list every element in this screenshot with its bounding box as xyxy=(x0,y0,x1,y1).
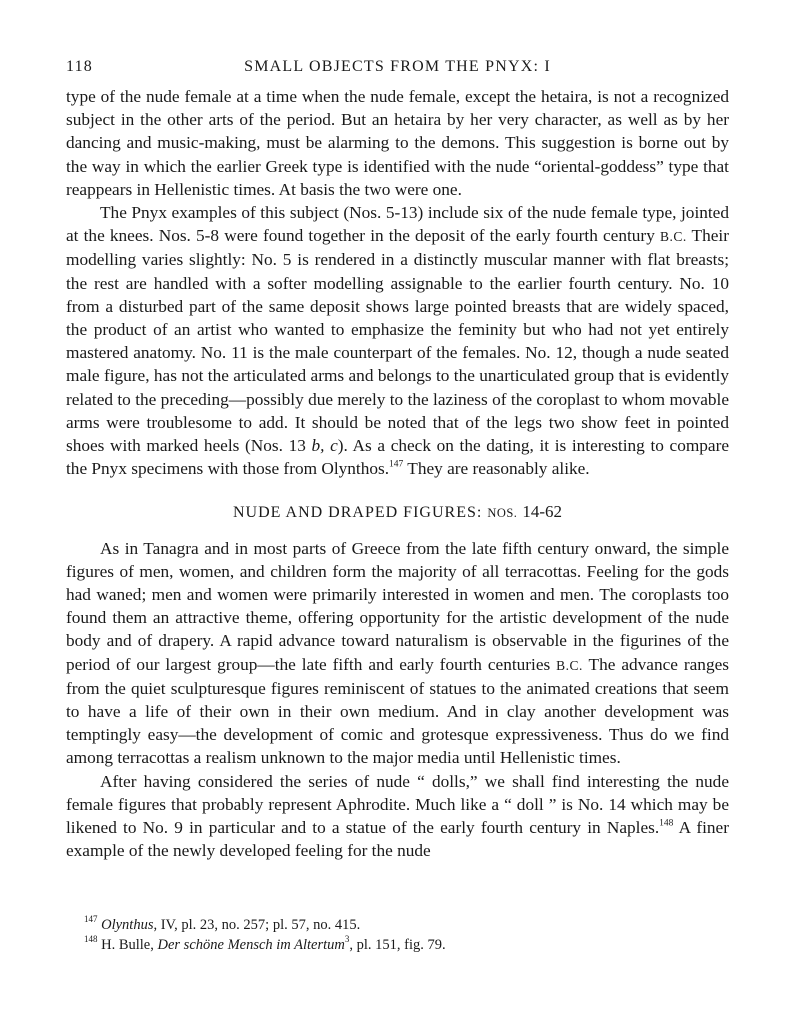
running-title: SMALL OBJECTS FROM THE PNYX: I xyxy=(244,58,551,75)
paragraph-2: The Pnyx examples of this subject (Nos. 5-13) include six of the nude female type, jointed at the knees. Nos. 5-8 were found together in the deposit of the early fourth century B.C. Their modelling varies slightly: No. 5 is rendered in a distinctly muscular manner with flat breasts; the rest are handled with a softer modelling assignable to the earlier fourth century. No. 10 from a disturbed part of the same deposit shows large pointed breasts that are widely spaced, the product of an artist who wanted to emphasize the feminity but who had not yet entirely mastered anatomy. No. 11 is the male counterpart of the females. No. 12, though a nude seated male figure, has not the articulated arms and belongs to the unarticulated group that is evidently related to the preceding—possibly due merely to the laziness of the coroplast to whom movable arms were troublesome to add. It should be noted that of the legs two show feet in pointed shoes with marked heels (Nos. 13 b, c). As a check on the dating, it is interesting to compare the Pnyx specimens with those from Olynthos.$^{147}$ They are reasonably alike. xyxy=(66,203,730,479)
era-abbrev: B.C. xyxy=(556,657,583,673)
footnote-ref-148: 148 xyxy=(659,818,674,829)
footnote-147: $^{147}$ Olynthus, IV, pl. 23, no. 257; pl. 57, no. 415. xyxy=(84,913,361,933)
paragraph-3: As in Tanagra and in most parts of Greece from the late fifth century onward, the simple figures of men, women, and children form the majority of all terracottas. Feeling for the gods had waned; men and women were primarily interested in women and men. The coroplasts too found them an attractive theme, offering opportunity for the artistic development of the nude body and of drapery. A rapid advance toward naturalism is observable in the figurines of the period of our largest group—the late fifth and early fourth centuries B.C. The advance ranges from the quiet sculpturesque figures reminiscent of statues to the animated creations that seem to have a life of their own in their own medium. And in clay another development was temptingly easy—the development of comic and grotesque expressiveness. Thus do we find among terracottas a realism unknown to the major media until Hellenistic times. xyxy=(66,538,729,768)
page xyxy=(66,55,730,953)
footnote-148: $^{148}$ H. Bulle, Der schöne Mensch im Altertum$^3$, pl. 151, fig. 79. xyxy=(84,933,446,953)
paragraph-4: After having considered the series of nude “ dolls,” we shall find interesting the nude female figures that probably represent Aphrodite. Much like a “ doll ” is No. 14 which may be likened to No. 9 in particular and to a statue of the early fourth century in Naples.$^{148}$ A finer example of the newly developed feeling for the nude xyxy=(66,771,729,861)
page-number: 118 xyxy=(66,58,94,75)
section-heading: NUDE AND DRAPED FIGURES: NOS. 14-62 xyxy=(232,502,563,522)
page-header xyxy=(66,55,729,85)
paragraph-1: type of the nude female at a time when the nude female, except the hetaira, is not a recognized subject in the other arts of the period. But an hetaira by her very character, as well as by her dancing and music-making, must be alarming to the demons. This suggestion is borne out by the way in which the earlier Greek type is identified with the nude “oriental-goddess” type that reappears in Hellenistic times. At basis the two were one. xyxy=(66,87,729,199)
footnotes xyxy=(84,915,446,955)
footnote-ref-147: 147 xyxy=(389,459,404,470)
era-abbrev: B.C. xyxy=(659,229,687,245)
